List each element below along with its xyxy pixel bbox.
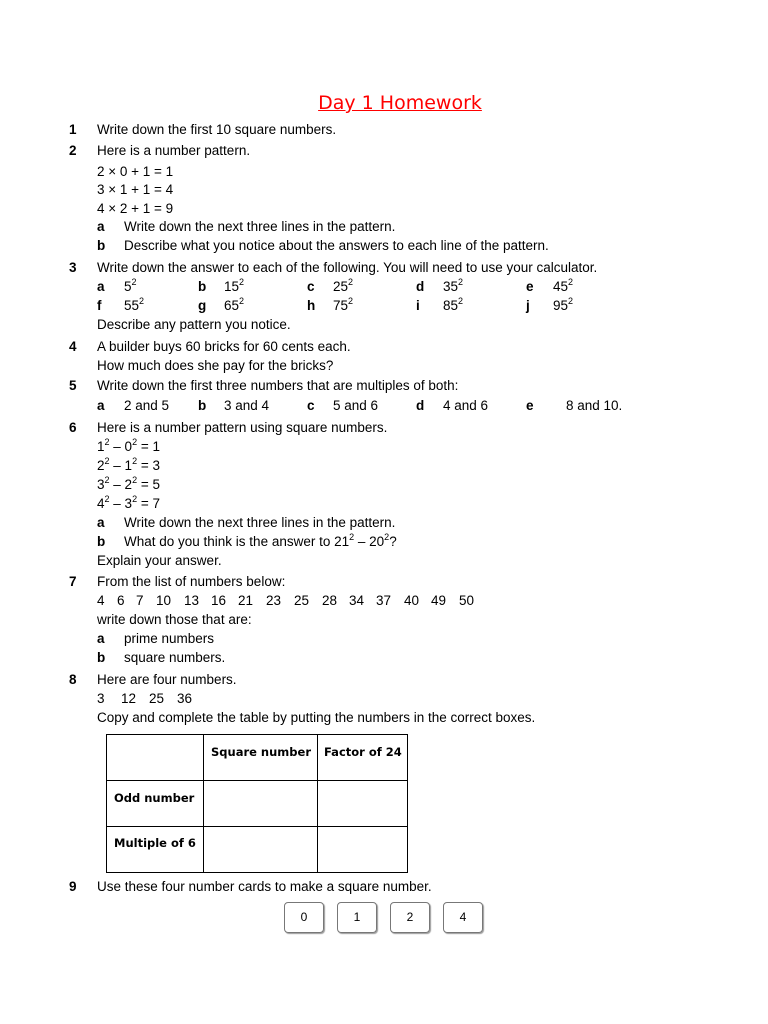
list-number: 10	[156, 593, 172, 608]
row-header: Multiple of 6	[114, 836, 196, 850]
exponent: 2	[239, 295, 245, 306]
exponent: 2	[131, 276, 137, 287]
part-label: b	[97, 238, 106, 253]
part-text: Describe what you notice about the answers to each line of the pattern.	[124, 238, 549, 253]
exponent: 2	[104, 455, 110, 466]
exponent: 2	[348, 295, 354, 306]
item-value	[443, 295, 464, 313]
item-label: f	[97, 298, 102, 313]
pattern-line: 3 × 1 + 1 = 4	[97, 182, 174, 197]
pattern-line	[97, 493, 160, 511]
list-number: 37	[376, 593, 392, 608]
question-number: 9	[69, 879, 77, 894]
item-text: 3 and 4	[224, 398, 270, 413]
item-base: 55	[124, 298, 140, 313]
question-number: 7	[69, 574, 77, 589]
pattern-line: 2 × 0 + 1 = 1	[97, 164, 174, 179]
question-text: Copy and complete the table by putting the numbers in the correct boxes.	[97, 710, 536, 725]
pattern-base: 2	[124, 477, 133, 492]
pattern-equals: =	[137, 439, 153, 454]
question-text: Describe any pattern you notice.	[97, 317, 291, 332]
item-base: 95	[553, 298, 569, 313]
item-label: h	[307, 298, 316, 313]
question-number: 5	[69, 378, 77, 393]
item-base: 45	[553, 279, 569, 294]
list-number: 28	[322, 593, 338, 608]
question-number: 4	[69, 339, 77, 354]
list-number: 21	[238, 593, 254, 608]
pattern-base: 3	[97, 477, 105, 492]
item-label: g	[198, 298, 207, 313]
pattern-base: 0	[124, 439, 133, 454]
sorting-table	[106, 734, 408, 873]
question-number: 3	[69, 260, 77, 275]
column-header: Factor of 24	[324, 745, 402, 759]
pattern-line	[97, 455, 160, 473]
item-label: a	[97, 279, 105, 294]
row-header: Odd number	[114, 791, 195, 805]
pattern-base: 1	[124, 458, 133, 473]
number-card: 4	[443, 902, 483, 933]
exponent: 2	[239, 276, 245, 287]
exponent: 2	[104, 436, 110, 447]
part-label: a	[97, 631, 105, 646]
question-text: write down those that are:	[97, 612, 252, 627]
item-value	[124, 276, 137, 294]
column-header: Square number	[211, 745, 311, 759]
part-text: prime numbers	[124, 631, 215, 646]
part-label: a	[97, 219, 105, 234]
pattern-equals: =	[137, 458, 153, 473]
table-divider	[317, 735, 318, 872]
item-base: 85	[443, 298, 459, 313]
part-text-pre: What do you think is the answer to 21	[124, 534, 350, 549]
item-label: d	[416, 398, 425, 413]
number-card: 0	[284, 902, 324, 933]
list-number: 7	[136, 593, 144, 608]
exponent: 2	[132, 474, 138, 485]
list-number: 40	[404, 593, 420, 608]
item-base: 25	[333, 279, 349, 294]
list-number: 23	[266, 593, 282, 608]
item-label: j	[526, 298, 530, 313]
part-label: b	[97, 650, 106, 665]
item-value	[124, 295, 145, 313]
question-text: Explain your answer.	[97, 553, 222, 568]
item-base: 75	[333, 298, 349, 313]
pattern-base: 4	[97, 496, 105, 511]
part-text-post: ?	[389, 534, 397, 549]
item-value	[443, 276, 464, 294]
item-value	[333, 276, 354, 294]
table-divider	[203, 735, 204, 872]
part-label: a	[97, 515, 105, 530]
item-value	[553, 295, 574, 313]
question-number: 6	[69, 420, 77, 435]
exponent: 2	[349, 531, 355, 542]
table-divider	[107, 826, 407, 827]
item-label: a	[97, 398, 105, 413]
list-number: 12	[121, 691, 137, 706]
exponent: 2	[384, 531, 390, 542]
pattern-equals: =	[137, 496, 153, 511]
item-label: e	[526, 279, 534, 294]
exponent: 2	[568, 276, 574, 287]
item-text: 4 and 6	[443, 398, 489, 413]
item-label: b	[198, 279, 207, 294]
list-number: 25	[294, 593, 310, 608]
question-text: Write down the first 10 square numbers.	[97, 122, 337, 137]
table-divider	[107, 780, 407, 781]
number-card: 2	[390, 902, 430, 933]
pattern-operator: –	[109, 458, 125, 473]
pattern-result: 7	[152, 496, 160, 511]
pattern-base: 2	[97, 458, 105, 473]
question-text: Here is a number pattern using square numbers.	[97, 420, 388, 435]
exponent: 2	[568, 295, 574, 306]
item-label: c	[307, 398, 315, 413]
question-text: Write down the answer to each of the following. You will need to use your calculator.	[97, 260, 598, 275]
item-value	[553, 276, 574, 294]
exponent: 2	[132, 436, 138, 447]
list-number: 50	[459, 593, 475, 608]
list-number: 49	[431, 593, 447, 608]
pattern-operator: –	[109, 477, 125, 492]
question-text: Use these four number cards to make a square number.	[97, 879, 432, 894]
pattern-line	[97, 474, 160, 492]
question-text: A builder buys 60 bricks for 60 cents each.	[97, 339, 351, 354]
pattern-operator: –	[109, 439, 125, 454]
question-text: From the list of numbers below:	[97, 574, 286, 589]
item-text: 2 and 5	[124, 398, 170, 413]
pattern-operator: –	[109, 496, 125, 511]
list-number: 34	[349, 593, 365, 608]
item-text: 5 and 6	[333, 398, 379, 413]
pattern-result: 1	[152, 439, 160, 454]
item-label: i	[416, 298, 420, 313]
part-label: b	[97, 534, 106, 549]
exponent: 2	[132, 493, 138, 504]
part-text	[124, 531, 397, 549]
exponent: 2	[104, 474, 110, 485]
number-card: 1	[337, 902, 377, 933]
question-number: 8	[69, 672, 77, 687]
item-base: 15	[224, 279, 240, 294]
list-number: 25	[149, 691, 165, 706]
list-number: 3	[97, 691, 105, 706]
list-number: 13	[184, 593, 200, 608]
part-text: square numbers.	[124, 650, 226, 665]
page-title: Day 1 Homework	[318, 92, 482, 114]
pattern-result: 3	[152, 458, 160, 473]
exponent: 2	[348, 276, 354, 287]
question-text: Here is a number pattern.	[97, 143, 251, 158]
item-label: b	[198, 398, 207, 413]
item-value	[224, 295, 245, 313]
list-number: 36	[177, 691, 193, 706]
item-value	[333, 295, 354, 313]
list-number: 4	[97, 593, 105, 608]
item-value	[224, 276, 245, 294]
item-label: c	[307, 279, 315, 294]
question-number: 2	[69, 143, 77, 158]
item-base: 5	[124, 279, 132, 294]
question-number: 1	[69, 122, 77, 137]
question-text: How much does she pay for the bricks?	[97, 358, 334, 373]
question-text: Here are four numbers.	[97, 672, 237, 687]
question-text: Write down the first three numbers that are multiples of both:	[97, 378, 459, 393]
part-text: Write down the next three lines in the pattern.	[124, 515, 396, 530]
item-text: 8 and 10.	[566, 398, 623, 413]
part-text: Write down the next three lines in the pattern.	[124, 219, 396, 234]
item-base: 65	[224, 298, 240, 313]
pattern-base: 3	[124, 496, 133, 511]
pattern-result: 5	[152, 477, 160, 492]
list-number: 6	[117, 593, 125, 608]
exponent: 2	[132, 455, 138, 466]
part-text-mid: – 20	[354, 534, 385, 549]
exponent: 2	[458, 276, 464, 287]
list-number: 16	[211, 593, 227, 608]
exponent: 2	[104, 493, 110, 504]
item-label: d	[416, 279, 425, 294]
pattern-line	[97, 436, 160, 454]
pattern-base: 1	[97, 439, 105, 454]
pattern-equals: =	[137, 477, 153, 492]
pattern-line: 4 × 2 + 1 = 9	[97, 201, 174, 216]
exponent: 2	[139, 295, 145, 306]
item-base: 35	[443, 279, 459, 294]
exponent: 2	[458, 295, 464, 306]
item-label: e	[526, 398, 534, 413]
